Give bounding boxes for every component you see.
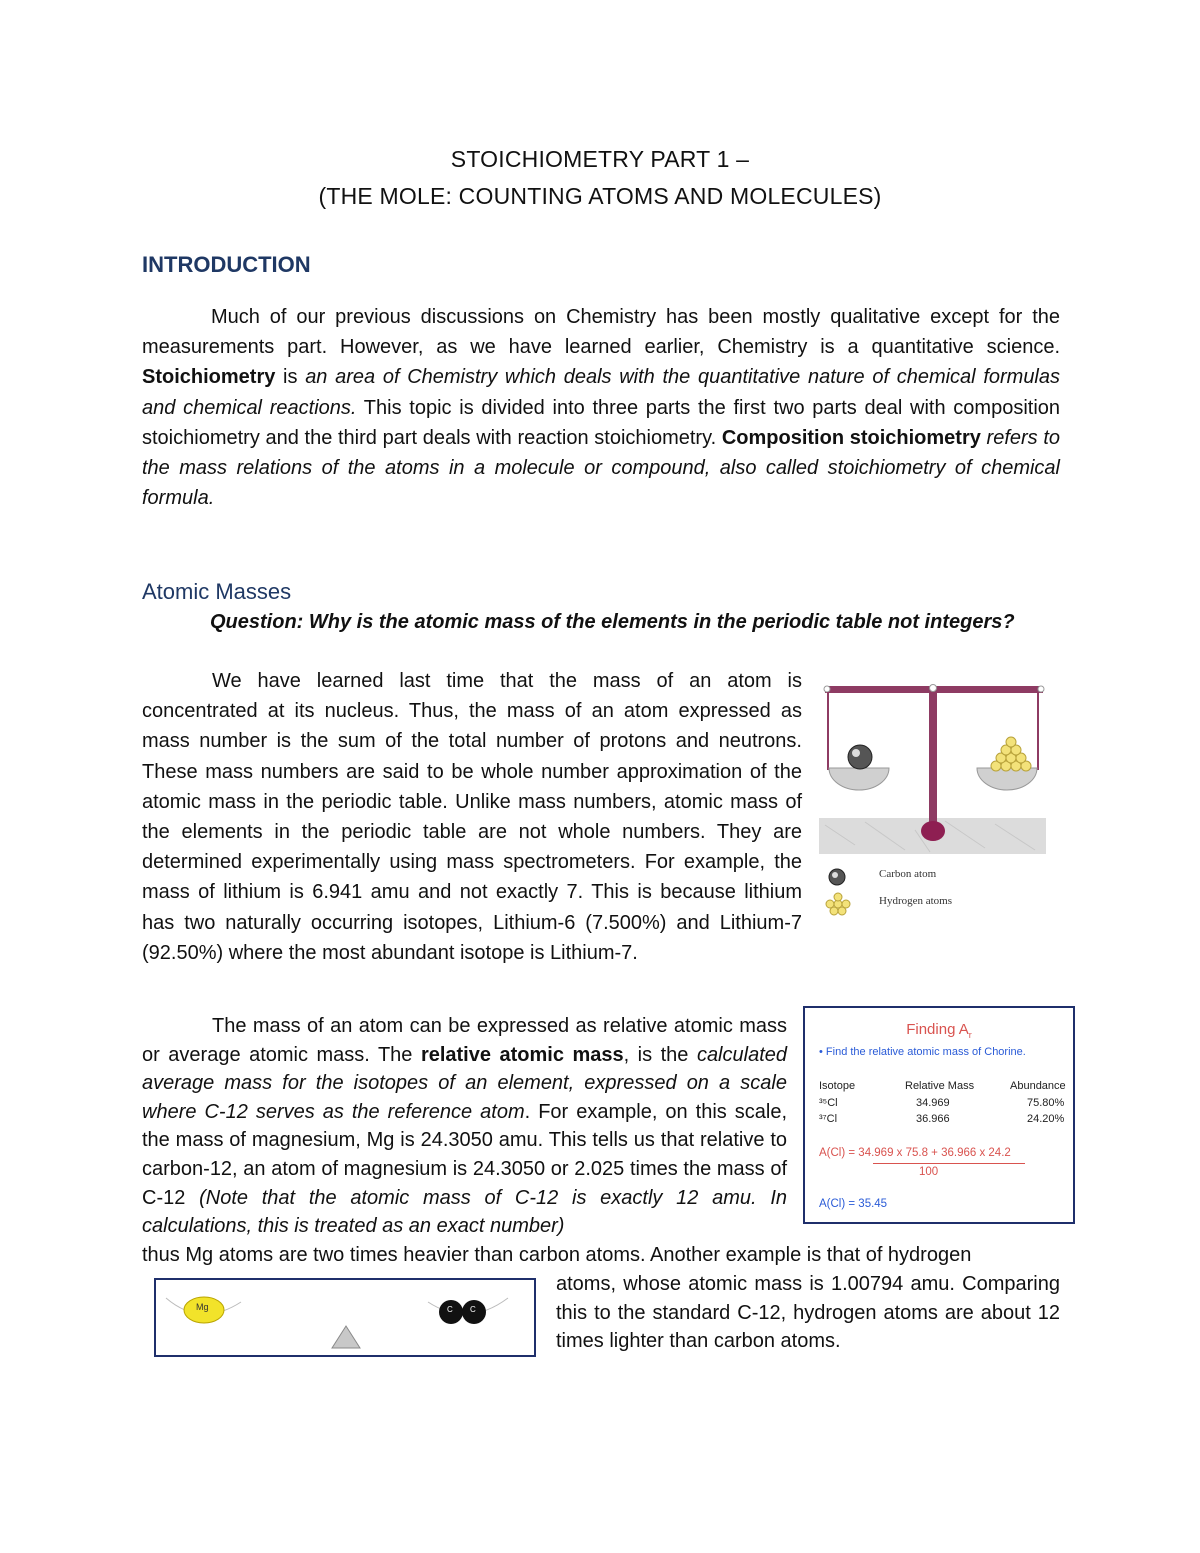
finding-ar-title [805, 1021, 1073, 1040]
term-composition-stoichiometry: Composition stoichiometry [721, 426, 981, 449]
atomic-mass-paragraph: We have learned last time that the mass of an atom is concentrated at its nucleus. Thus, the mass of an atom expressed as mass number is the sum of the total number of protons and neutrons. These mass numbers are said to be whole number approximation of the atomic mass in the periodic table. Unlike mass numbers, atomic mass of the elements in the periodic table are not whole numbers. They are determined experimentally using mass spectrometers. For example, the mass of lithium is 6.941 amu and not exactly 7. This is because lithium has two naturally occurring isotopes, Lithium-6 (7.500%) and Lithium-7 (92.50%) where the most abundant isotope is Lithium-7. [142, 670, 802, 964]
mass-cell: 36.966 [916, 1113, 950, 1125]
formula-numerator: A(Cl) = 34.969 x 75.8 + 36.966 x 24.2 [819, 1147, 1011, 1159]
finding-ar-instruction: • Find the relative atomic mass of Chorine. [819, 1046, 1026, 1058]
hydrogen-comparison-paragraph: atoms, whose atomic mass is 1.00794 amu. Comparing this to the standard C-12, hydrogen atoms are about 12 times lighter than carbon atoms. [556, 1273, 1060, 1353]
formula-denominator: 100 [919, 1166, 939, 1178]
abundance-cell: 75.80% [1027, 1097, 1065, 1109]
legend-carbon-atom: Carbon atom [879, 868, 937, 880]
balance-scale-illustration [815, 680, 1050, 930]
term-stoichiometry: Stoichiometry [142, 366, 276, 389]
mg-atom-label: Mg [196, 1302, 209, 1312]
intro-text: is [275, 366, 306, 389]
intro-text: Much of our previous discussions on Chemistry has been mostly qualitative except for the measurements part. However, as we have learned earlier, Chemistry is a quantitative science. [142, 306, 1060, 359]
finding-ar-subscript: r [968, 1030, 972, 1040]
mg-comparison-sentence: thus Mg atoms are two times heavier than carbon atoms. Another example is that of hydrogen [142, 1244, 972, 1266]
question-text: Question: Why is the atomic mass of the elements in the periodic table not integers? [210, 611, 1015, 633]
formula-result: A(Cl) = 35.45 [819, 1198, 888, 1210]
legend-hydrogen-atoms: Hydrogen atoms [879, 895, 953, 907]
introduction-paragraph [142, 302, 1060, 513]
stoichiometry-definition: an area of Chemistry which deals with the quantitative nature of chemical formulas and chemical reactions. [142, 366, 1061, 419]
fraction-bar [873, 1163, 1025, 1164]
c12-note: (Note that the atomic mass of C-12 is exactly 12 amu. In calculations, this is treated as an exact number) [142, 1186, 788, 1238]
mass-cell: 34.969 [916, 1097, 950, 1109]
term-relative-atomic-mass: relative atomic mass [420, 1043, 624, 1066]
relative-atomic-mass-paragraph [142, 1012, 787, 1241]
header-isotope: Isotope [819, 1080, 856, 1092]
section-heading-introduction: INTRODUCTION [142, 252, 311, 277]
carbon-atom-label: C [447, 1305, 453, 1314]
header-relative-mass: Relative Mass [905, 1080, 975, 1092]
isotope-cell: ³⁵Cl [819, 1097, 838, 1109]
header-abundance: Abundance [1010, 1080, 1066, 1092]
finding-ar-example-box [803, 1006, 1075, 1224]
abundance-cell: 24.20% [1027, 1113, 1065, 1125]
carbon-atom-label: C [470, 1305, 476, 1314]
section-heading-atomic-masses: Atomic Masses [142, 579, 292, 604]
document-title-line2: (THE MOLE: COUNTING ATOMS AND MOLECULES) [318, 183, 882, 209]
balance-scale-figure [815, 680, 1050, 930]
composition-definition: refers to the mass relations of the atoms in a molecule or compound, also called stoichiometry of chemical formula. [142, 426, 1061, 510]
isotope-cell: ³⁷Cl [819, 1113, 838, 1125]
intro-text: This topic is divided into three parts the first two parts deal with composition stoichiometry and the third part deals with reaction stoichiometry. [142, 396, 1061, 449]
rel-text: , is the [623, 1043, 697, 1066]
mg-carbon-balance-illustration [156, 1280, 534, 1355]
rel-text: The mass of an atom can be expressed as relative atomic mass or average atomic mass. The [142, 1015, 787, 1066]
rel-text: . For example, on this scale, the mass of magnesium, Mg is 24.3050 amu. This tells us that relative to carbon-12, an atom of magnesium is 24.3050 or 2.025 times the mass of C-12 [142, 1100, 788, 1209]
document-title-line1: STOICHIOMETRY PART 1 – [450, 146, 750, 172]
mg-carbon-balance-figure [154, 1278, 536, 1357]
relative-atomic-mass-definition: calculated average mass for the isotopes of an element, expressed on a scale where C-12 serves as the reference atom [142, 1043, 787, 1123]
finding-ar-title-text: Finding A [906, 1021, 969, 1038]
